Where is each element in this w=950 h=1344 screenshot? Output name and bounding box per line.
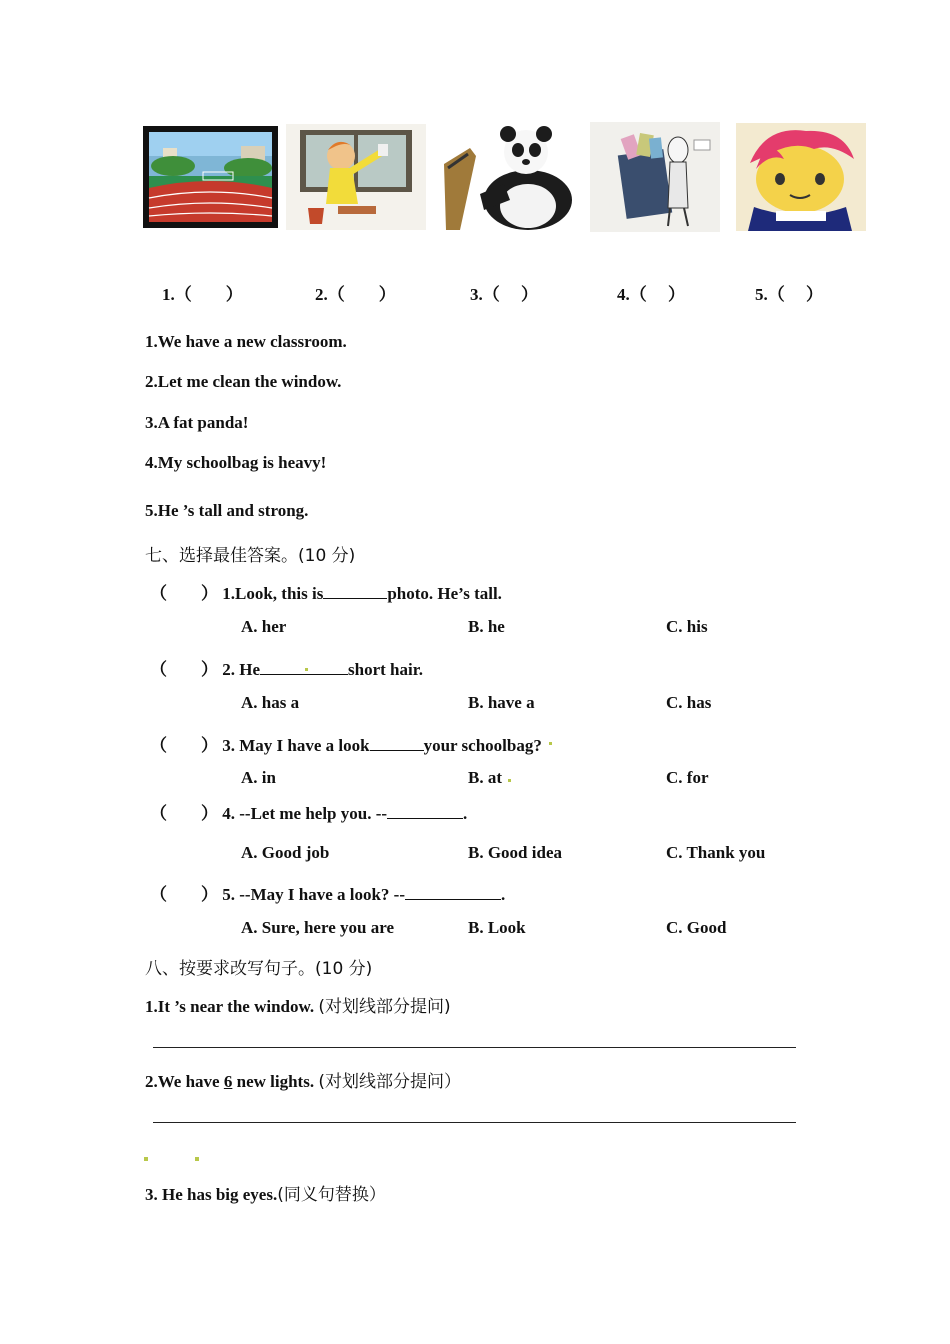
- answer-blank[interactable]: [387, 804, 463, 819]
- answer-bracket[interactable]: （ ）: [150, 584, 218, 603]
- answer-blank[interactable]: [370, 736, 424, 751]
- rewrite-question-note: (对划线部分提问): [318, 997, 451, 1017]
- option-a[interactable]: A. Sure, here you are: [241, 918, 394, 937]
- sentence-1: 1.We have a new classroom.: [145, 332, 347, 351]
- question-text: 2. He: [222, 660, 261, 679]
- question-text-end: photo. He’s tall.: [387, 584, 502, 603]
- sentence-2: 2.Let me clean the window.: [145, 372, 342, 391]
- question-text: 4. --Let me help you. --: [222, 804, 388, 823]
- question-text-end: your schoolbag?: [423, 736, 542, 755]
- option-c[interactable]: C. Thank you: [666, 843, 766, 862]
- rewrite-question-text: 1.It ’s near the window.: [145, 997, 315, 1016]
- option-b[interactable]: B. have a: [468, 693, 535, 712]
- sentence-3: 3.A fat panda!: [145, 413, 249, 432]
- answer-bracket[interactable]: （ ）: [150, 885, 218, 904]
- question-row: [150, 799, 467, 824]
- sentence-5: 5.He ’s tall and strong.: [145, 501, 309, 520]
- picture-number-2: 2.（ ）: [315, 285, 396, 304]
- question-text: 5. --May I have a look? --: [222, 885, 405, 904]
- sentence-4: 4.My schoolbag is heavy!: [145, 453, 327, 472]
- picture-number-1: 1.（ ）: [162, 285, 243, 304]
- question-text: 3. May I have a look: [222, 736, 370, 755]
- question-text-end: .: [463, 804, 468, 823]
- answer-blank[interactable]: [323, 584, 387, 599]
- rewrite-question-note: (同义句替换）: [277, 1185, 386, 1205]
- rewrite-question-text: 3. He has big eyes.: [145, 1185, 278, 1204]
- rewrite-question-text-end: new lights.: [232, 1072, 315, 1091]
- answer-line[interactable]: [153, 1122, 796, 1123]
- boy-cleaning-window-picture: [286, 124, 426, 230]
- decorative-dot: [195, 1157, 199, 1161]
- underlined-number: 6: [223, 1072, 233, 1091]
- answer-line[interactable]: [153, 1047, 796, 1048]
- picture-number-3: 3.（ ）: [470, 285, 538, 304]
- section-7-title: 七、选择最佳答案。(10 分): [145, 546, 356, 566]
- option-c[interactable]: C. his: [666, 617, 708, 636]
- decorative-dot: [144, 1157, 148, 1161]
- option-a[interactable]: A. has a: [241, 693, 300, 712]
- rewrite-question-note: (对划线部分提问）: [318, 1072, 461, 1092]
- picture-number-4: 4.（ ）: [617, 285, 685, 304]
- rewrite-question-2: [145, 1067, 461, 1092]
- answer-blank[interactable]: [405, 885, 501, 900]
- option-a[interactable]: A. Good job: [241, 843, 330, 862]
- answer-bracket[interactable]: （ ）: [150, 736, 218, 755]
- option-b[interactable]: B. he: [468, 617, 505, 636]
- question-row: [150, 880, 505, 905]
- option-c[interactable]: C. has: [666, 693, 712, 712]
- question-row: [150, 579, 502, 604]
- heavy-schoolbag-picture: [590, 122, 720, 232]
- rewrite-question-text: 2.We have: [145, 1072, 224, 1091]
- fat-boy-picture: [736, 123, 866, 231]
- panda-picture: [440, 124, 575, 230]
- picture-number-5: 5.（ ）: [755, 285, 823, 304]
- question-row: [150, 731, 542, 756]
- option-a[interactable]: A. her: [241, 617, 287, 636]
- option-c[interactable]: C. for: [666, 768, 709, 787]
- rewrite-question-1: [145, 992, 451, 1017]
- question-row: [150, 655, 423, 680]
- decorative-dot: [508, 779, 511, 782]
- question-text: 1.Look, this is: [222, 584, 324, 603]
- running-track-picture: [143, 126, 278, 228]
- decorative-dot: [305, 668, 308, 671]
- rewrite-question-3: [145, 1180, 386, 1205]
- option-b[interactable]: B. at: [468, 768, 502, 787]
- decorative-dot: [549, 742, 552, 745]
- answer-bracket[interactable]: （ ）: [150, 660, 218, 679]
- question-text-end: .: [500, 885, 506, 904]
- option-b[interactable]: B. Good idea: [468, 843, 562, 862]
- question-text-end: short hair.: [348, 660, 423, 679]
- option-b[interactable]: B. Look: [468, 918, 526, 937]
- answer-bracket[interactable]: （ ）: [150, 804, 218, 823]
- option-a[interactable]: A. in: [241, 768, 276, 787]
- option-c[interactable]: C. Good: [666, 918, 727, 937]
- section-8-title: 八、按要求改写句子。(10 分): [145, 959, 373, 979]
